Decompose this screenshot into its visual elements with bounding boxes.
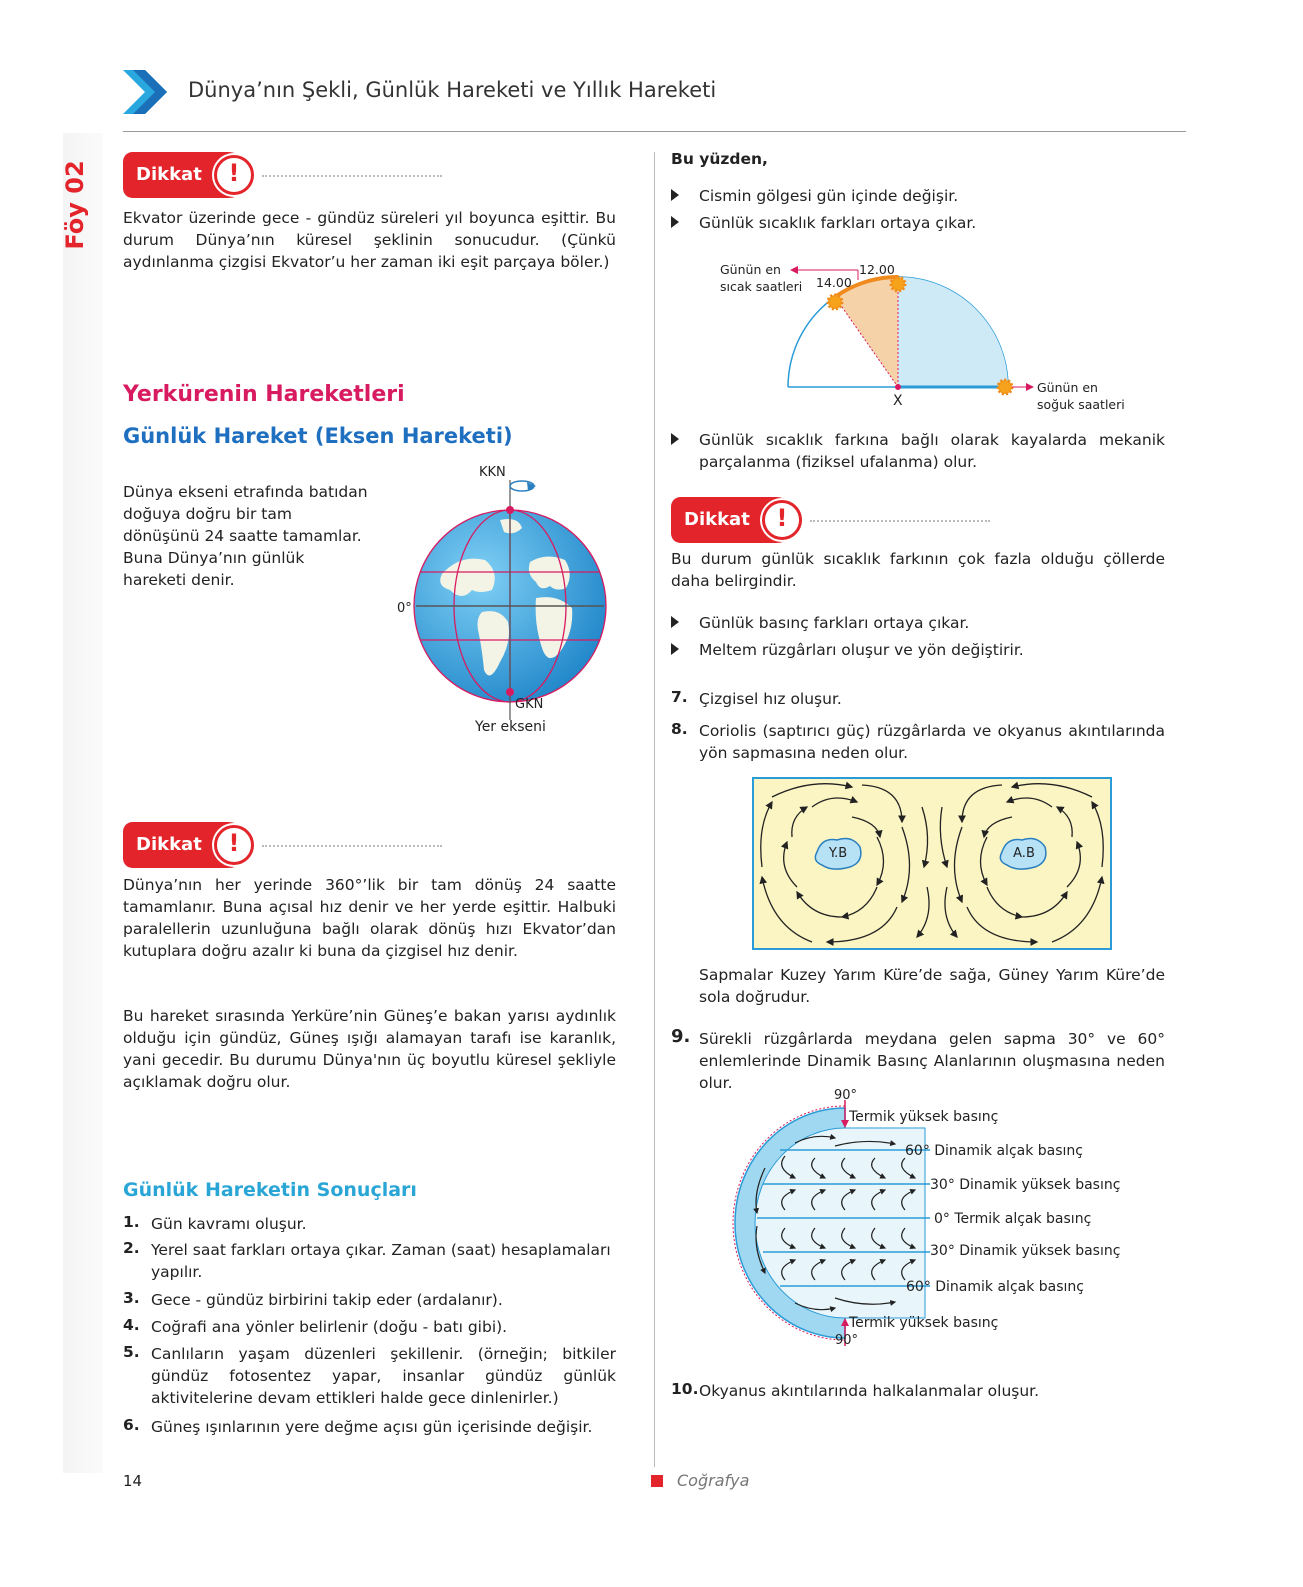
header-divider	[123, 131, 1186, 132]
page-header-title: Dünya’nın Şekli, Günlük Hareketi ve Yıllık Hareketi	[188, 78, 717, 102]
bullet-icon	[671, 189, 679, 201]
coriolis-cyclone-diagram	[752, 777, 1112, 950]
cold-hours-label-2: soğuk saatleri	[1037, 397, 1125, 412]
footer-marker-icon	[651, 1475, 663, 1487]
cold-hours-label-1: Günün en	[1037, 380, 1098, 395]
low-pressure-label: A.B	[1013, 846, 1035, 861]
footer-subject: Coğrafya	[677, 1471, 750, 1490]
deflection-text: Sapmalar Kuzey Yarım Küre’de sağa, Güney Yarım Küre’de sola doğrudur.	[699, 966, 1165, 1006]
pressure-label: 30° Dinamik yüksek basınç	[930, 1177, 1121, 1193]
section-title: Yerkürenin Hareketleri	[123, 382, 405, 407]
hot-hours-label-1: Günün en	[720, 262, 781, 277]
bullet-text: Günlük basınç farkları ortaya çıkar.	[699, 614, 970, 632]
globe-south-label: GKN	[515, 697, 544, 712]
pressure-label: 60° Dinamik alçak basınç	[906, 1279, 1084, 1295]
pressure-label: Termik yüksek basınç	[849, 1315, 999, 1331]
item-number: 8.	[671, 720, 688, 738]
dikkat-badge	[123, 152, 259, 198]
svg-text:Föy 02	[61, 160, 89, 249]
side-tab-text: Föy 02	[61, 160, 89, 250]
item-text: Sürekli rüzgârlarda meydana gelen sapma 30° ve 60° enlemlerinde Dinamik Basınç Alanlarının oluşmasına neden olur.	[699, 1030, 1165, 1092]
item-number: 9.	[671, 1026, 691, 1047]
list-item: 1. Gün kavramı oluşur.	[123, 1213, 307, 1233]
pressure-belts-diagram	[725, 1098, 935, 1348]
item-text: Okyanus akıntılarında halkalanmalar oluşur.	[699, 1382, 1040, 1400]
item-text: Coriolis (saptırıcı güç) rüzgârlarda ve okyanus akıntılarında yön sapmasına neden olur.	[699, 722, 1165, 762]
bullet-icon	[671, 216, 679, 228]
dotted-rule	[810, 520, 990, 522]
globe-north-label: KKN	[479, 465, 506, 480]
time-1200-label: 12.00	[859, 262, 895, 277]
pressure-label: 30° Dinamik yüksek basınç	[930, 1243, 1121, 1259]
list-item: 4. Coğrafi ana yönler belirlenir (doğu - batı gibi).	[123, 1316, 508, 1336]
right-intro: Bu yüzden,	[671, 150, 768, 168]
pole-south-label: 90°	[835, 1333, 859, 1348]
point-x-label: X	[893, 393, 903, 409]
list-item: 3. Gece - gündüz birbirini takip eder (ardalanır).	[123, 1289, 503, 1309]
hot-hours-label-2: sıcak saatleri	[720, 279, 803, 294]
pressure-label: 60° Dinamik alçak basınç	[905, 1143, 1083, 1159]
dikkat-label: Dikkat	[684, 509, 750, 530]
section-subtitle: Günlük Hareket (Eksen Hareketi)	[123, 424, 513, 448]
list-item: 6. Güneş ışınlarının yere değme açısı gün içerisinde değişir.	[123, 1416, 593, 1436]
item-number: 7.	[671, 688, 688, 706]
dikkat1-text: Ekvator üzerinde gece - gündüz süreleri yıl boyunca eşittir. Bu durum Dünya’nın küresel şeklinin sonucudur. (Çünkü aydınlanma çizgisi Ekvator’u her zaman iki eşit parçaya böler.)	[123, 209, 616, 271]
bullet-icon	[671, 643, 679, 655]
results-list	[123, 1213, 616, 1442]
exclamation-icon: !	[214, 825, 254, 865]
item-number: 10.	[671, 1380, 699, 1398]
globe-axis-label: Yer ekseni	[475, 719, 546, 735]
daily-motion-text: Dünya ekseni etrafında batıdan doğuya doğru bir tam dönüşünü 24 saatte tamamlar. Buna Dünya’nın günlük hareketi denir.	[123, 483, 368, 589]
bullet-icon	[671, 433, 679, 445]
bullet-icon	[671, 616, 679, 628]
exclamation-icon: !	[762, 500, 802, 540]
side-tab-label	[58, 150, 108, 260]
item-text: Çizgisel hız oluşur.	[699, 690, 842, 708]
bullet-text: Meltem rüzgârları oluşur ve yön değiştirir.	[699, 641, 1024, 659]
high-pressure-label: Y.B	[828, 846, 848, 861]
dikkat3-text: Bu durum günlük sıcaklık farkının çok fazla olduğu çöllerde daha belirgindir.	[671, 550, 1165, 590]
chevron-logo-icon	[123, 70, 167, 114]
dikkat-label: Dikkat	[136, 164, 202, 185]
bullet-text: Günlük sıcaklık farkına bağlı olarak kayalarda mekanik parçalanma (fiziksel ufalanma) olur.	[699, 431, 1165, 471]
results-title: Günlük Hareketin Sonuçları	[123, 1179, 417, 1201]
pressure-label: 0° Termik alçak basınç	[934, 1211, 1092, 1227]
column-divider	[654, 152, 655, 1467]
illumination-text: Bu hareket sırasında Yerküre’nin Güneş’e bakan yarısı aydınlık olduğu için gündüz, Güneş ışığı alamayan tarafı ise karanlık, yani gecedir. Bu durumu Dünya'nın üç boyutlu küresel şekliyle açıklamak doğru olur.	[123, 1007, 616, 1091]
dikkat-badge	[123, 822, 259, 868]
pressure-label: Termik yüksek basınç	[849, 1109, 999, 1125]
bullet-text: Günlük sıcaklık farkları ortaya çıkar.	[699, 214, 977, 232]
exclamation-icon: !	[214, 155, 254, 195]
dotted-rule	[262, 175, 442, 177]
pole-north-label: 90°	[834, 1088, 858, 1103]
side-strip	[63, 133, 103, 1473]
dikkat-label: Dikkat	[136, 834, 202, 855]
dikkat2-text: Dünya’nın her yerinde 360°’lik bir tam dönüş 24 saatte tamamlanır. Buna açısal hız denir ve her yerde eşittir. Halbuki paralellerin uzunluğuna bağlı olarak dönüş hızı Ekvator’dan kutuplara doğru azalır ki buna da çizgisel hız denir.	[123, 876, 616, 960]
time-1400-label: 14.00	[816, 275, 852, 290]
globe-equator-label: 0°	[397, 601, 412, 616]
page-number: 14	[123, 1472, 143, 1490]
list-item: 5. Canlıların yaşam düzenleri şekillenir. (örneğin; bitkiler gündüz fotosentez yapar, insanlar gündüz günlük aktivitelerine devam ettikleri halde gece dinlenirler.)	[123, 1343, 616, 1407]
dotted-rule	[262, 845, 442, 847]
globe-diagram	[390, 462, 630, 742]
list-item: 2. Yerel saat farkları ortaya çıkar. Zaman (saat) hesaplamaları yapılır.	[123, 1239, 611, 1281]
bullet-text: Cismin gölgesi gün içinde değişir.	[699, 187, 959, 205]
dikkat-badge	[671, 497, 807, 543]
